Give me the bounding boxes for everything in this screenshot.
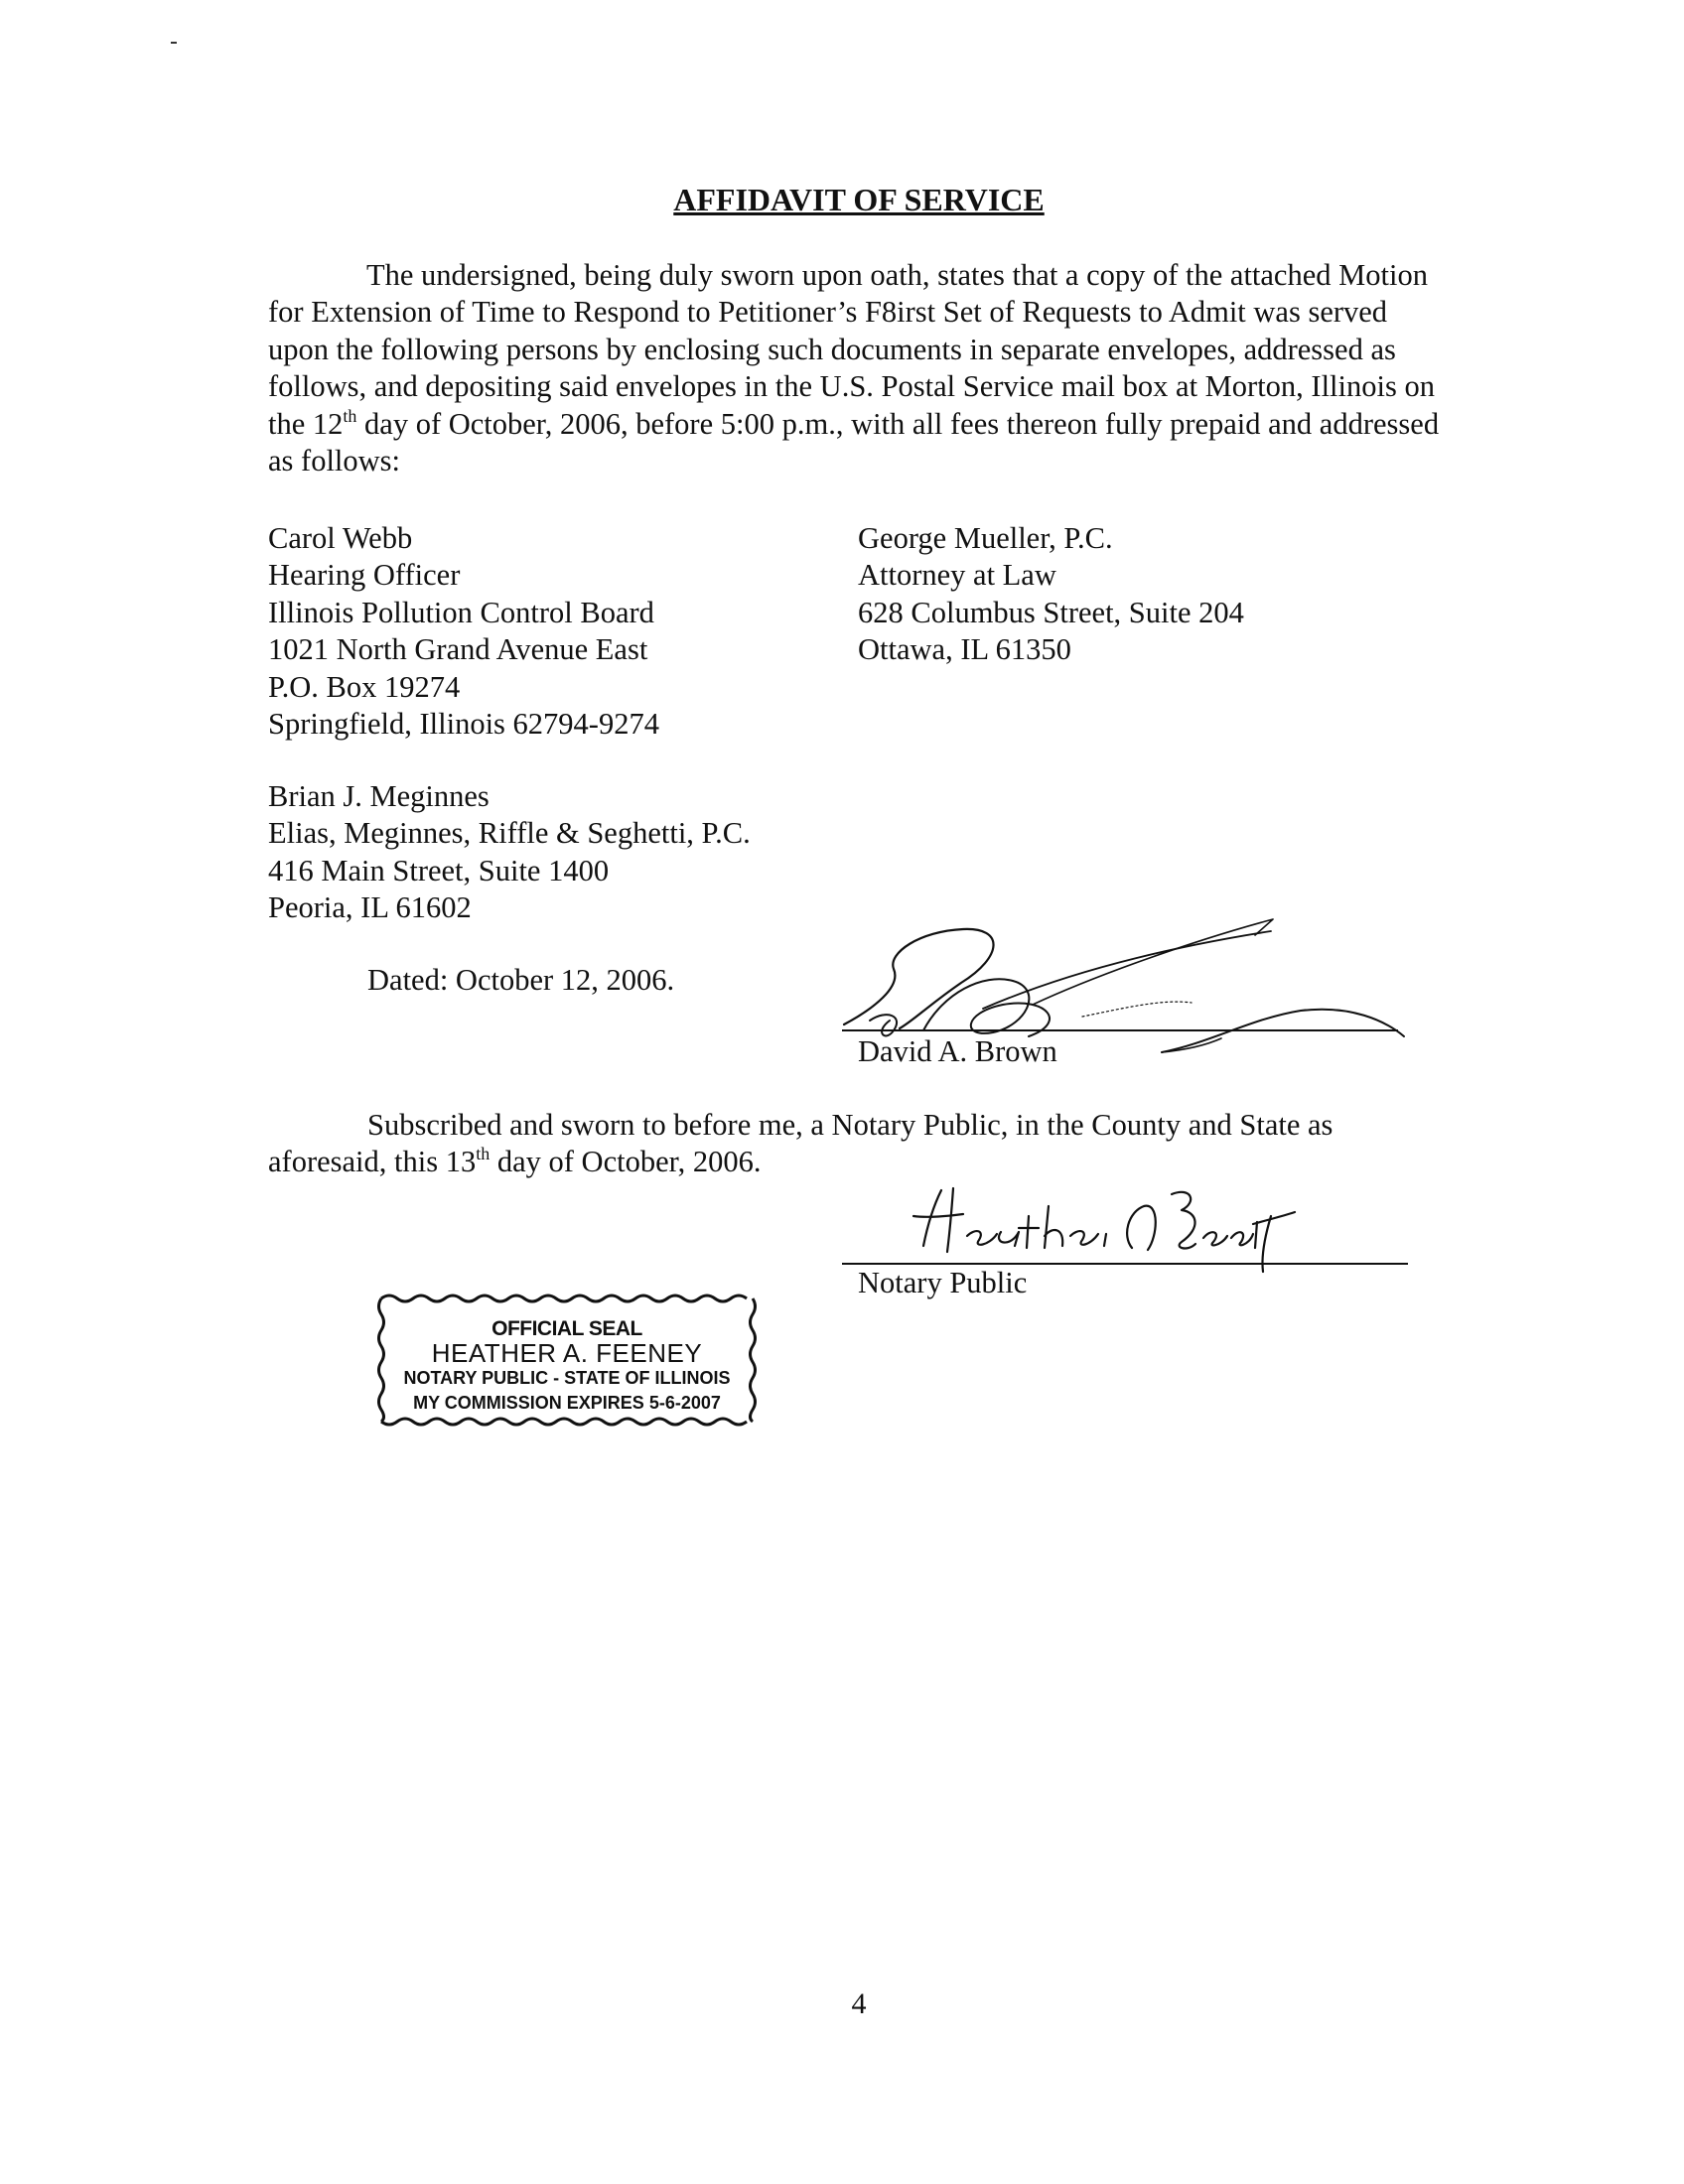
notary-signature-image xyxy=(894,1176,1311,1276)
address-line: Springfield, Illinois 62794-9274 xyxy=(268,707,659,742)
seal-state: NOTARY PUBLIC - STATE OF ILLINOIS xyxy=(403,1368,731,1388)
official-seal-stamp xyxy=(373,1289,761,1431)
address-line: Peoria, IL 61602 xyxy=(268,890,472,925)
service-statement: The undersigned, being duly sworn upon oath, states that a copy of the attached Motion for Extension of Time to Respond to Petitioner’s F8irst Set of Requests to Admit was served upon the following persons by enclosing such documents in separate envelopes, addressed as follows, and depositing said envelopes in the U.S. Postal Service mail box at Morton, Illinois on the 12th day of October, 2006, before 5:00 p.m., with all fees thereon fully prepaid and addressed as follows: xyxy=(268,258,1440,478)
recipient-name: Brian J. Meginnes xyxy=(268,779,490,813)
address-line: Illinois Pollution Control Board xyxy=(268,595,654,629)
jurat-line-2: aforesaid, this 13th day of October, 2006. xyxy=(268,1144,762,1178)
affiant-name: David A. Brown xyxy=(858,1034,1057,1068)
document-title: AFFIDAVIT OF SERVICE xyxy=(673,182,1045,217)
seal-expiration: MY COMMISSION EXPIRES 5-6-2007 xyxy=(413,1393,721,1413)
address-line: Attorney at Law xyxy=(858,558,1056,593)
notary-public-label: Notary Public xyxy=(858,1266,1028,1299)
address-line: P.O. Box 19274 xyxy=(268,669,461,704)
page-number: 4 xyxy=(851,1987,867,2020)
address-line: 628 Columbus Street, Suite 204 xyxy=(858,595,1244,629)
affiant-signature-line xyxy=(842,1029,1398,1031)
address-line: Hearing Officer xyxy=(268,558,461,593)
seal-notary-name: HEATHER A. FEENEY xyxy=(431,1338,703,1368)
recipient-name: Carol Webb xyxy=(268,521,413,555)
address-line: Elias, Meginnes, Riffle & Seghetti, P.C. xyxy=(268,816,751,851)
recipient-carol-webb xyxy=(268,520,659,743)
jurat-line-1: Subscribed and sworn to before me, a Notary Public, in the County and State as xyxy=(367,1108,1333,1142)
address-line: 1021 North Grand Avenue East xyxy=(268,632,648,667)
recipient-george-mueller xyxy=(858,520,1244,669)
address-line: 416 Main Street, Suite 1400 xyxy=(268,853,610,887)
notary-signature-line xyxy=(842,1263,1408,1265)
address-line: Ottawa, IL 61350 xyxy=(858,632,1071,667)
scan-speck xyxy=(171,42,177,44)
dated-line: Dated: October 12, 2006. xyxy=(367,963,675,997)
seal-title: OFFICIAL SEAL xyxy=(491,1317,642,1340)
recipient-name: George Mueller, P.C. xyxy=(858,521,1113,555)
recipient-brian-meginnes xyxy=(268,778,751,927)
